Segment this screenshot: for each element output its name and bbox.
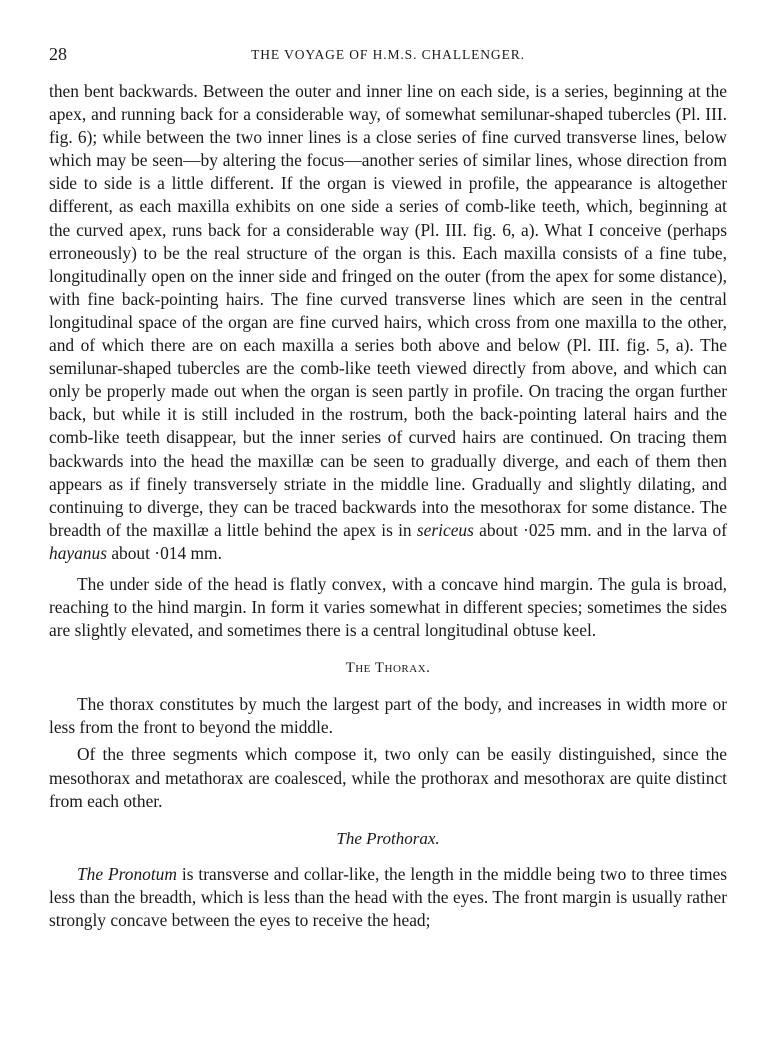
species-name-sericeus: sericeus — [416, 519, 474, 540]
paragraph-pronotum — [49, 863, 727, 932]
paragraph-maxillae-text: then bent backwards. Between the outer and inner line on each side, is a series, beginning at the apex, and running back for a considerable way, of somewhat semilunar-shaped tubercles (Pl. III. fig. 6); while between the two inner lines is a close series of fine curved transverse lines, below which may be seen—by altering the focus—another series of similar lines, whose direction from side to side is a little different. If the organ is viewed in profile, the appearance is altogether different, as each maxilla exhibits on one side a series of comb-like teeth, which, beginning at the curved apex, runs back for a considerable way (Pl. III. fig. 6, a). What I conceive (perhaps erroneously) to be the real structure of the organ is this. Each maxilla consists of a fine tube, longitudinally open on the inner side and fringed on the outer (from the apex for some distance), with fine back-pointing hairs. The fine curved transverse lines which are seen in the central longitudinal space of the organ are fine curved hairs, which cross from one maxilla to the other, and of which there are on each maxilla a series both above and below (Pl. III. fig. 5, a). The semilunar-shaped tubercles are the comb-like teeth viewed directly from above, and which can only be properly made out when the organ is seen partly in profile. On tracing the organ further back, but while it is still included in the rostrum, both the back-pointing lateral hairs and the comb-like teeth disappear, but the inner series of curved hairs are continued. On tracing them backwards into the head the maxillæ can be seen to gradually diverge, and each of them then appears as if finely transversely striate in the middle line. Gradually and slightly dilating, and continuing to diverge, they can be traced backwards into the mesothorax for some distance. The breadth of the maxillæ a little behind the apex is in — [49, 81, 727, 540]
species-name-hayanus: hayanus — [49, 542, 107, 563]
page — [49, 44, 727, 932]
running-head — [49, 44, 727, 70]
running-title: THE VOYAGE OF H.M.S. CHALLENGER. — [251, 47, 525, 62]
paragraph-thorax: The thorax constitutes by much the largest part of the body, and increases in width more or less from the front to beyond the middle. — [49, 694, 727, 738]
paragraph-maxillae — [49, 80, 727, 565]
section-heading-thorax — [49, 660, 727, 677]
paragraph-segments: Of the three segments which compose it, two only can be easily distinguished, since the mesothorax and metathorax are coalesced, while the prothorax and mesothorax are quite distinct from each other. — [49, 744, 727, 811]
section-heading-text: The Thorax. — [345, 660, 431, 677]
paragraph-pronotum-text: is transverse and collar-like, the length in the middle being two to three times less than the breadth, which is less than the head with the eyes. The front margin is usually rather strongly concave between the eyes to receive the head; — [49, 863, 727, 930]
subheading-prothorax: The Prothorax. — [336, 828, 440, 848]
term-pronotum: The Pronotum — [77, 863, 177, 884]
paragraph-maxillae-mid: about ·025 mm. and in the larva of — [473, 519, 727, 540]
page-number: 28 — [49, 44, 67, 64]
paragraph-head-underside: The under side of the head is flatly convex, with a concave hind margin. The gula is broad, reaching to the hind margin. In form it varies somewhat in different species; sometimes the sides are slightly elevated, and sometimes there is a central longitudinal obtuse keel. — [49, 573, 727, 641]
paragraph-maxillae-end: about ·014 mm. — [106, 542, 222, 563]
